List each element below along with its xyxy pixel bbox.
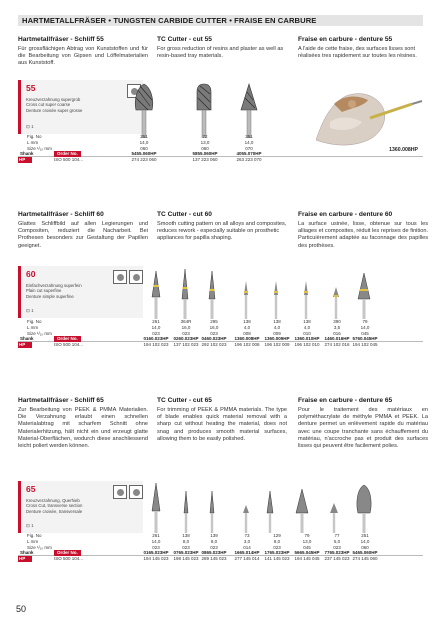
table-row-length: L mm 14,0 13,0 14,0 bbox=[27, 139, 254, 145]
title-de: Hartmetallfräser - Schliff 65 bbox=[18, 397, 104, 404]
section-cut-60 bbox=[18, 211, 428, 361]
text-fr: Pour le traitement des matériaux en polyméthacrylate de méthyle PMMA et PEEK. La denture permet un enlèvement rapide du matériau avec une coupe tranchante sans échauffement du matériau, n'accroche pas et produit des surfaces lisses qui peuvent être facilement polies. bbox=[298, 407, 428, 450]
table-row-size: Size ¹/₁₀ mm 023 023 023 014 023 045 023 060 bbox=[27, 544, 369, 550]
cut-info-box bbox=[18, 80, 143, 134]
title-en: TC Cutter - cut 60 bbox=[157, 211, 212, 218]
text-en: Smooth cutting pattern on all alloys and composites, reduces rework - especially suitable on prosthetic appliances for papilla shaping. bbox=[157, 221, 287, 242]
table-row-length: L mm 14,0 16,0 16,0 4,0 4,0 4,0 3,5 14,0 bbox=[27, 324, 370, 330]
cut-description: Kreuzverzahnung supergrob Cross cut super coarse Denture croisée super grosse bbox=[26, 97, 83, 113]
title-fr: Fraise en carbure - denture 65 bbox=[298, 397, 393, 404]
cut-info-box bbox=[18, 481, 143, 533]
table-row-iso: HP ISO 500 104... 194 102 023 137 102 023 292 102 023 196 102 008 196 102 009 196 102 010 274 102 016 194 102 045 bbox=[18, 342, 423, 348]
title-en: TC Cutter - cut 65 bbox=[157, 397, 212, 404]
text-en: For gross reduction of resins and plaster as well as resin-based tray materials. bbox=[157, 46, 284, 60]
table-row-size: Size ¹/₁₀ mm 023 023 023 008 009 010 016 045 bbox=[27, 330, 369, 336]
cutter-figures-65 bbox=[138, 481, 423, 533]
product-table bbox=[18, 134, 423, 164]
title-fr: Fraise en carbure - denture 60 bbox=[298, 211, 393, 218]
pack-quantity: ⊡ 1 bbox=[26, 124, 34, 129]
cut-info-box bbox=[18, 266, 143, 318]
cutter-figure-351 bbox=[235, 82, 263, 138]
cut-description: Kreuzverzahnung, Querhieb Cross Cut, transverse section Denture croisée, transversale bbox=[26, 498, 83, 514]
title-fr: Fraise en carbure - denture 55 bbox=[298, 36, 393, 43]
description-en bbox=[157, 211, 287, 243]
table-row-size: Size ¹/₁₀ mm 060 060 070 bbox=[27, 145, 253, 151]
description-de bbox=[18, 211, 148, 250]
table-row-order: Shank Order No. 5455.060HP 5855.060HP 4055.070HP bbox=[18, 151, 423, 157]
cut-number: 65 bbox=[26, 484, 36, 494]
warning-icon bbox=[113, 270, 127, 284]
table-row-iso: HP ISO 500 104... 274 223 060 137 223 060 263 223 070 bbox=[18, 157, 423, 163]
section-cut-65 bbox=[18, 397, 428, 587]
table-row-order: Shank Order No. 0165.023HP 0765.023HP 0865.023HP 1665.014HP 1765.023HP 5665.045HP 7765.023HP 5465.060HP bbox=[18, 550, 423, 556]
pack-quantity: ⊡ 1 bbox=[26, 308, 34, 313]
cutter-figure-251 bbox=[130, 82, 158, 138]
cut-number: 55 bbox=[26, 83, 36, 93]
title-de: Hartmetallfräser - Schliff 55 bbox=[18, 36, 104, 43]
title-de: Hartmetallfräser - Schliff 60 bbox=[18, 211, 104, 218]
description-fr bbox=[298, 397, 428, 450]
cutter-figures-60 bbox=[138, 267, 423, 319]
cutter-figure-72 bbox=[192, 82, 216, 138]
table-row-iso: HP ISO 500 104... 194 145 023 198 145 023 289 145 023 277 145 014 141 145 023 194 145 045 237 145 023 274 145 060 bbox=[18, 556, 423, 562]
pack-icon: ⊡ bbox=[26, 124, 30, 129]
cut-description: Einfachverzahnung superfein Plain cut superfine Denture simple superfine bbox=[26, 283, 82, 299]
table-row-fig: Fig. No 251 72 351 bbox=[27, 134, 253, 139]
table-row-length: L mm 14,0 8,0 8,0 3,0 8,0 13,0 5,0 14,0 bbox=[27, 538, 370, 544]
text-fr: La surface usinée, lisse, obtenue sur tous les alliages et composites, réduit les reprises de finition. Particuièrement adaptée au faconnage des papilles des prothèses. bbox=[298, 221, 428, 249]
table-row-fig: Fig. No 261 364R 295 138 138 138 390 79 bbox=[27, 319, 368, 324]
pack-icon: ⊡ bbox=[26, 308, 30, 313]
pack-icon: ⊡ bbox=[26, 523, 30, 528]
page-number: 50 bbox=[16, 604, 27, 614]
description-en bbox=[157, 397, 287, 443]
text-fr: A l'aide de cette fraise, des surfaces lisses sont réalisées tres rapidement sur toutes les résines. bbox=[298, 46, 417, 60]
pack-quantity: ⊡ 1 bbox=[26, 523, 34, 528]
description-de bbox=[18, 397, 148, 450]
section-cut-55 bbox=[18, 36, 423, 176]
description-de bbox=[18, 36, 148, 68]
title-en: TC Cutter - cut 55 bbox=[157, 36, 212, 43]
product-table bbox=[18, 533, 423, 563]
text-de: Glattes Schliffbild auf allen Legierungen und Compositen, reduziert die Nacharbeit. Bei Prothesen besonders zur Gestaltung der Papillen geeignet. bbox=[18, 221, 148, 249]
photo-caption: 1360.008HP bbox=[389, 147, 418, 153]
table-row-fig: Fig. No 261 138 139 73 129 79 77 251 bbox=[27, 533, 369, 538]
text-de: Für grossflächigen Abtrag von Kunststoffen und für die Bearbeitung von Gipsen und Löffelmaterialien aus Kunststoff. bbox=[18, 46, 148, 67]
page-header-title: HARTMETALLFRÄSER • TUNGSTEN CARBIDE CUTTER • FRAISE EN CARBURE bbox=[22, 16, 317, 25]
text-en: For trimming of PEEK & PMMA materials. The type of blade enables quick material removal with a sharp cut without heating the material, does not snag and produces smooth material surfaces, allowing them to be easily polished. bbox=[157, 407, 287, 442]
description-fr bbox=[298, 36, 428, 60]
description-en bbox=[157, 36, 287, 60]
product-table bbox=[18, 319, 423, 349]
text-de: Zur Bearbeitung von PEEK & PMMA Materialien. Die Verzahnung erlaubt einen schnellen Materialabtrag mit scharfem Schnitt ohne Materialerhitzung, hält nicht ein und erzeugt glatte Material-Oberflächen, wodurch diese anschliessend leicht poliert werden können. bbox=[18, 407, 148, 450]
warning-icon bbox=[113, 485, 127, 499]
description-fr bbox=[298, 211, 428, 250]
table-row-order: Shank Order No. 0160.023HP 0260.023HP 0460.023HP 1360.008HP 1360.009HP 1360.010HP 1460.016HP 5760.045HP bbox=[18, 336, 423, 342]
page-header bbox=[0, 15, 439, 26]
cut-number: 60 bbox=[26, 269, 36, 279]
